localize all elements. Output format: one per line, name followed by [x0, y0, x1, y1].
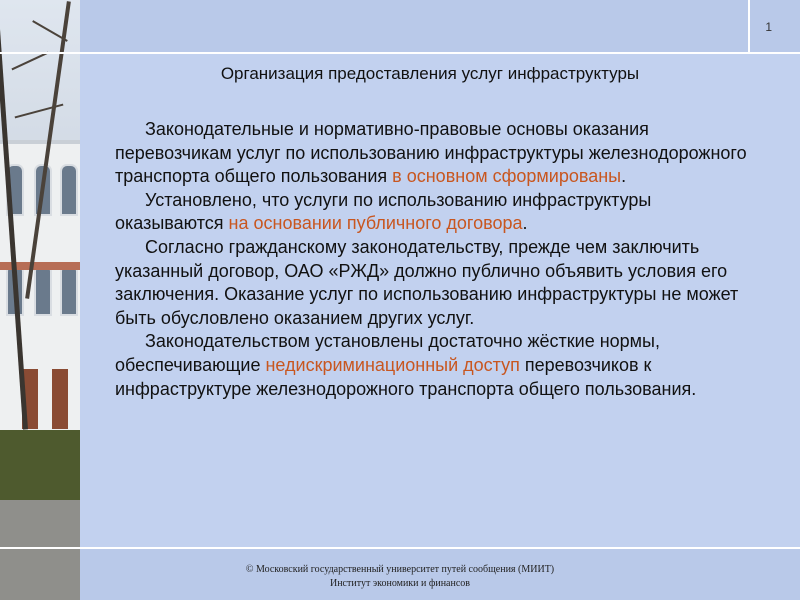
paragraph-4 [115, 330, 755, 401]
highlighted-text: недискриминационный доступ [265, 354, 520, 375]
page-number-box [748, 0, 800, 54]
paragraph-text: Согласно гражданскому законодательству, прежде чем заключить указанный договор, ОАО «РЖД» должно публично объявить условия его заключения. Оказание услуг по использованию инфраструктуры не может быть обусловлено оказанием других услуг. [115, 236, 739, 328]
door [52, 369, 68, 429]
paragraph-text: перевозчиков к инфраструктуре железнодорожного транспорта общего пользования. [115, 354, 697, 399]
building-photo [0, 0, 80, 600]
header-divider [0, 52, 748, 54]
paragraph-text: Законодательные и нормативно-правовые основы оказания перевозчикам услуг по использованию инфраструктуры железнодорожного транспорта общего пользования [115, 119, 747, 187]
paragraph-text: . [522, 213, 528, 234]
paragraph-text: . [621, 166, 627, 187]
window [34, 264, 52, 316]
footer-divider [0, 547, 800, 549]
paragraph-2 [115, 189, 755, 236]
paragraph-1 [115, 118, 755, 189]
slide-title: Организация предоставления услуг инфраструктуры [220, 64, 640, 83]
highlighted-text: на основании публичного договора [228, 213, 523, 234]
paragraph-text: Установлено, что услуги по использованию инфраструктуры оказываются [115, 189, 652, 234]
slide-body [115, 118, 755, 401]
footer-line-institute: Институт экономики и финансов [329, 578, 471, 589]
paragraph-text: Законодательством установлены достаточно жёсткие нормы, обеспечивающие [115, 331, 660, 375]
window [60, 264, 78, 316]
sidewalk [0, 500, 80, 600]
footer [80, 563, 720, 591]
footer-line-university: © Московский государственный университет путей сообщения (МИИТ) [245, 564, 555, 575]
highlighted-text: в основном сформированы [392, 166, 622, 187]
tree-branch [15, 104, 64, 119]
paragraph-3 [115, 236, 755, 330]
window [60, 164, 78, 216]
lawn [0, 430, 80, 500]
page-number: 1 [765, 20, 772, 34]
